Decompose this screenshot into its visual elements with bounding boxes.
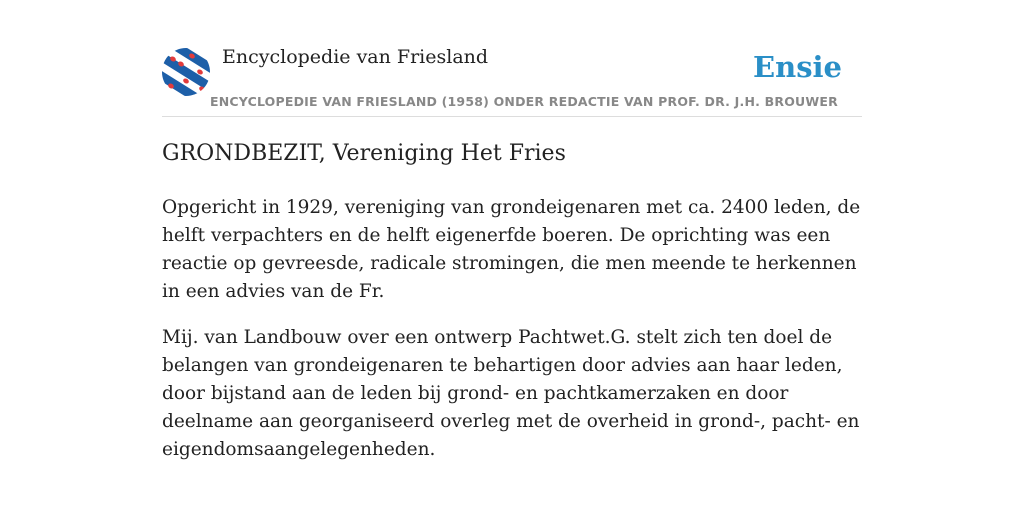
article-paragraph-2: Mij. van Landbouw over een ontwerp Pachtwet.G. stelt zich ten doel de belangen van grondeigenaren te behartigen door advies aan haar leden, door bijstand aan de leden bij grond- en pachtkamerzaken en door deelname aan georganiseerd overleg met de overheid in grond-, pacht- en eigendomsaangelegenheden. bbox=[162, 327, 860, 460]
header bbox=[162, 44, 862, 117]
brand-logo[interactable]: Ensie bbox=[753, 50, 842, 84]
frisian-flag-icon[interactable] bbox=[162, 48, 210, 96]
article bbox=[162, 138, 862, 464]
article-paragraph-1: Opgericht in 1929, vereniging van grondeigenaren met ca. 2400 leden, de helft verpachters en de helft eigenerfde boeren. De oprichting was een reactie op gevreesde, radicale stromingen, die men meende te herkennen in een advies van de Fr. bbox=[162, 197, 861, 302]
site-title[interactable]: Encyclopedie van Friesland bbox=[222, 46, 489, 68]
site-subtitle: ENCYCLOPEDIE VAN FRIESLAND (1958) ONDER REDACTIE VAN PROF. DR. J.H. BROUWER bbox=[210, 94, 838, 109]
article-title: GRONDBEZIT, Vereniging Het Fries bbox=[162, 141, 566, 166]
